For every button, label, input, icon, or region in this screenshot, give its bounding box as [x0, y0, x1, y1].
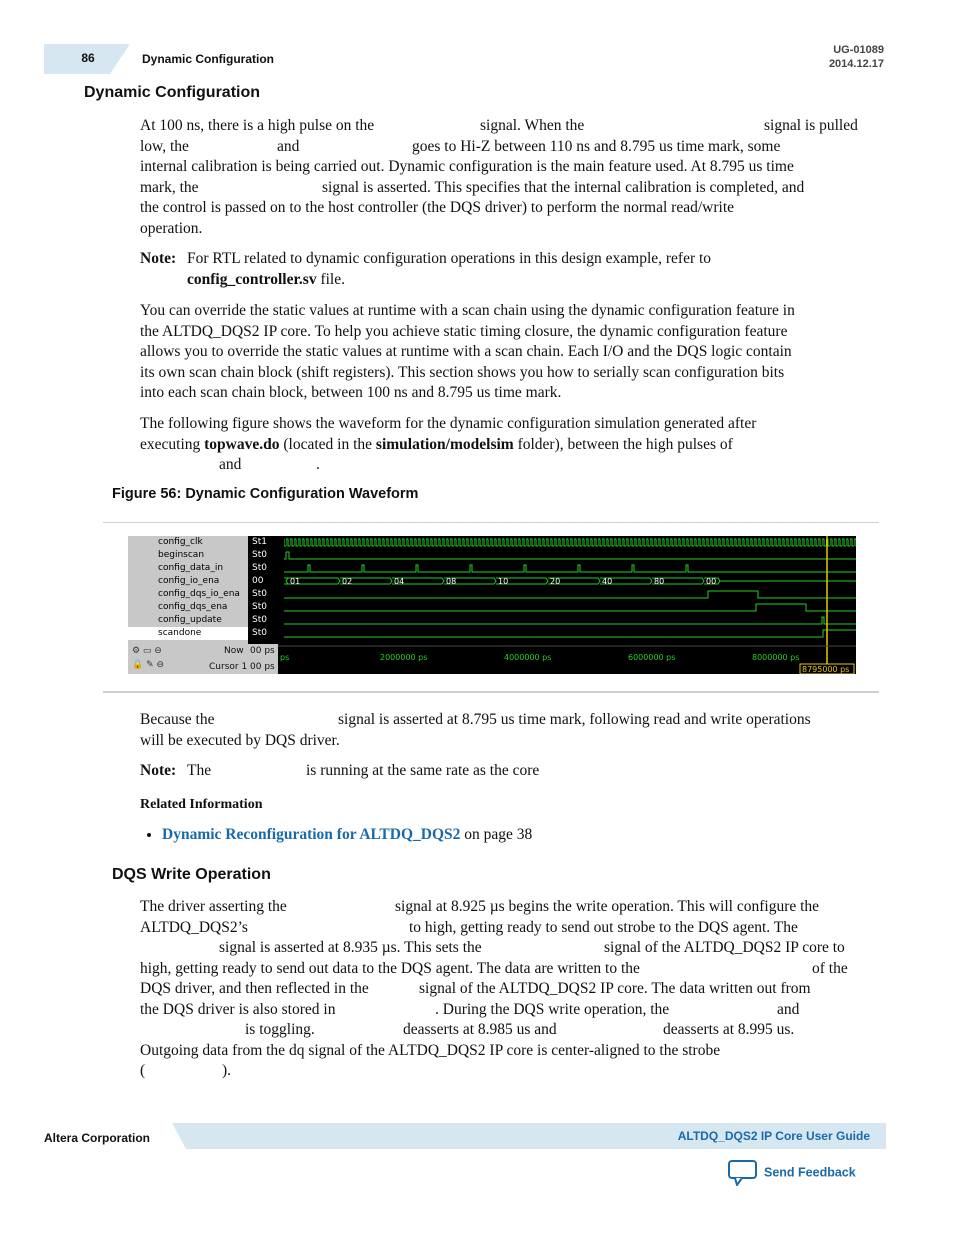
figure-top-rule	[103, 522, 879, 523]
section-heading-dynamic-configuration: Dynamic Configuration	[84, 84, 261, 101]
signal-value: St1	[252, 537, 267, 547]
text-line: will be executed by DQS driver.	[140, 731, 340, 749]
text-fragment: At 100 ns, there is a high pulse on the	[140, 117, 375, 134]
file-topwave: topwave.do	[204, 435, 280, 453]
note-config-controller	[140, 249, 870, 290]
text-line: the control is passed on to the host controller (the DQS driver) to perform the normal read/write	[140, 199, 735, 216]
signal-name: config_data_in	[158, 563, 224, 573]
doc-id: UG-01089	[833, 44, 884, 56]
doc-date: 2014.12.17	[828, 58, 884, 70]
cursor-value: 00 ps	[250, 662, 275, 672]
signal-name: config_clk	[158, 537, 203, 547]
text-fragment: of the	[812, 959, 848, 977]
bus-value: 00	[706, 577, 717, 586]
footer-bar-tip	[172, 1123, 186, 1149]
trace-config-clk	[284, 536, 856, 549]
trace-config-data-in	[284, 565, 856, 572]
time-tick-label: 4000000 ps	[504, 653, 552, 662]
header-section-title: Dynamic Configuration	[142, 52, 275, 66]
waveform-window	[128, 536, 856, 674]
signal-name: config_update	[158, 615, 222, 625]
signal-value-panel	[248, 536, 278, 644]
lock-icon[interactable]: 🔒 ✎ ⊖	[132, 660, 165, 670]
section-heading-dqs-write: DQS Write Operation	[112, 866, 271, 883]
text-fragment: deasserts at 8.995 us.	[663, 1021, 795, 1038]
text-fragment: Because the	[140, 711, 215, 728]
time-tick-label: 8000000 ps	[752, 653, 800, 662]
related-link[interactable]: Dynamic Reconfiguration for ALTDQ_DQS2	[162, 826, 461, 843]
bus-value: 02	[342, 577, 353, 586]
send-feedback-link[interactable]	[728, 1160, 856, 1186]
text-fragment: to high, getting ready to send out strobe to the DQS agent. The	[409, 918, 798, 936]
signal-row[interactable]	[128, 614, 222, 627]
bus-value: 10	[498, 577, 509, 586]
bus-value: 20	[550, 577, 561, 586]
trace-config-update	[284, 617, 856, 624]
trace-scandone	[284, 630, 856, 637]
text-fragment: The	[187, 762, 212, 779]
trace-config-dqs-ena	[284, 604, 856, 611]
text-line: its own scan chain block (shift registers). This section shows you how to serially scan configuration bits	[140, 363, 785, 381]
trace-config-io-ena	[284, 578, 856, 584]
send-feedback-label: Send Feedback	[764, 1165, 856, 1180]
text-fragment: on page 38	[460, 826, 533, 843]
time-tick-label: ps	[280, 653, 290, 662]
trace-config-dqs-io-ena	[284, 591, 856, 598]
text-fragment: The driver asserting the	[140, 898, 287, 915]
text-line: allows you to override the static values at runtime with a scan chain. Each I/O and the DQS logic contain	[140, 343, 792, 361]
text-fragment: goes to Hi-Z between 110 ns and 8.795 us time mark, some	[412, 137, 781, 155]
note-core-rate	[140, 761, 880, 782]
footer-company: Altera Corporation	[44, 1131, 151, 1145]
text-fragment: signal of the ALTDQ_DQS2 IP core to	[604, 939, 845, 956]
bus-value: 08	[446, 577, 457, 586]
text-line: into each scan chain block, between 100 ns and 8.795 us time mark.	[140, 384, 562, 402]
footer-guide-title[interactable]: ALTDQ_DQS2 IP Core User Guide	[677, 1129, 870, 1143]
text-fragment: .	[316, 456, 320, 473]
paragraph-dqs-write	[140, 897, 880, 1082]
signal-row[interactable]	[128, 575, 219, 588]
signal-name: config_io_ena	[158, 576, 220, 586]
bus-value: 01	[290, 577, 301, 586]
signal-value: St0	[252, 602, 267, 612]
text-fragment: deasserts at 8.985 us and	[403, 1021, 557, 1038]
signal-row[interactable]	[128, 562, 223, 575]
text-fragment: (	[140, 1062, 146, 1079]
text-fragment: signal is asserted at 8.795 us time mark, following read and write operations	[338, 711, 811, 728]
text-line: the ALTDQ_DQS2 IP core. To help you achieve static timing closure, the dynamic configuration feature	[140, 322, 788, 340]
text-line: internal calibration is being carried out. Dynamic configuration is the main feature used. At 8.795 us time	[140, 158, 794, 175]
note-label: Note:	[140, 762, 177, 779]
text-fragment: low, the	[140, 137, 189, 155]
text-fragment: signal. When the	[480, 117, 585, 134]
toolbar-icons[interactable]: ⚙ ▭ ⊖	[132, 646, 162, 656]
signal-row[interactable]	[128, 536, 203, 549]
text-fragment: is toggling.	[245, 1021, 315, 1038]
text-line: You can override the static values at runtime with a scan chain using the dynamic configuration feature in	[140, 302, 795, 319]
text-fragment: is running at the same rate as the core	[306, 762, 540, 779]
note-label: Note:	[140, 250, 177, 267]
now-label: Now	[224, 646, 244, 656]
cursor-time-label: 8795000 ps	[802, 665, 850, 674]
related-information-heading: Related Information	[140, 797, 263, 812]
signal-row-selected[interactable]	[128, 627, 248, 640]
text-fragment: the DQS driver is also stored in	[140, 1000, 336, 1018]
text-fragment: signal is asserted at 8.935 µs. This sets the	[219, 939, 482, 956]
note-suffix: file.	[316, 270, 345, 288]
text-fragment: signal at 8.925 µs begins the write operation. This will configure the	[395, 898, 820, 915]
text-line: operation.	[140, 219, 203, 237]
text-fragment: executing	[140, 435, 205, 453]
time-tick-label: 2000000 ps	[380, 653, 428, 662]
text-fragment: high, getting ready to send out data to the DQS agent. The data are written to the	[140, 959, 640, 977]
figure-caption: Figure 56: Dynamic Configuration Waveform	[112, 486, 419, 502]
page-number: 86	[81, 51, 95, 65]
folder-simulation-modelsim: simulation/modelsim	[375, 435, 514, 453]
signal-value: St0	[252, 563, 267, 573]
signal-name: scandone	[158, 628, 202, 638]
waveform-traces	[278, 536, 856, 674]
text-fragment: ALTDQ_DQS2’s	[140, 918, 248, 936]
signal-name: config_dqs_io_ena	[158, 589, 240, 599]
signal-value: 00	[252, 576, 264, 586]
note-text: For RTL related to dynamic configuration operations in this design example, refer to	[187, 250, 712, 267]
text-fragment: (located in the	[279, 435, 376, 453]
time-tick-label: 6000000 ps	[628, 653, 676, 662]
figure-bottom-rule	[103, 691, 879, 693]
bus-value: 80	[654, 577, 665, 586]
signal-row[interactable]	[128, 588, 240, 601]
text-fragment: DQS driver, and then reflected in the	[140, 980, 369, 997]
text-fragment: and	[219, 456, 242, 473]
cursor-label: Cursor 1	[209, 662, 248, 672]
signal-value: St0	[252, 615, 267, 625]
bus-value: 40	[602, 577, 613, 586]
text-fragment: and	[277, 137, 300, 155]
text-line: The following figure shows the waveform for the dynamic configuration simulation generated after	[140, 415, 757, 432]
feedback-bubble-icon	[728, 1160, 758, 1186]
text-fragment: folder), between the high pulses of	[513, 435, 733, 453]
text-fragment: . During the DQS write operation, the	[435, 1000, 670, 1018]
signal-value: St0	[252, 550, 267, 560]
bus-value: 04	[394, 577, 405, 586]
list-item	[162, 826, 532, 844]
text-fragment: and	[777, 1000, 800, 1018]
text-line: Outgoing data from the dq signal of the ALTDQ_DQS2 IP core is center-aligned to the strobe	[140, 1041, 721, 1059]
signal-row[interactable]	[128, 601, 227, 614]
signal-name-panel	[128, 536, 248, 644]
header-doc-info	[829, 43, 884, 71]
text-fragment: signal of the ALTDQ_DQS2 IP core. The data written out from	[419, 980, 811, 997]
paragraph-scandone	[140, 710, 880, 751]
related-information-list	[140, 826, 532, 844]
note-file-name: config_controller.sv	[187, 270, 317, 288]
signal-name: beginscan	[158, 550, 205, 560]
text-fragment: signal is asserted. This specifies that the internal calibration is completed, and	[322, 178, 805, 196]
now-value: 00 ps	[250, 646, 275, 656]
signal-value: St0	[252, 589, 267, 599]
signal-value: St0	[252, 628, 267, 638]
trace-beginscan	[284, 552, 856, 559]
text-fragment: signal is pulled	[764, 117, 858, 134]
paragraph-scan-chain	[140, 301, 880, 404]
signal-name: config_dqs_ena	[158, 602, 228, 612]
waveform-status-panel	[128, 644, 278, 674]
text-fragment: ).	[222, 1062, 232, 1079]
paragraph-intro	[140, 116, 870, 239]
paragraph-figure-intro	[140, 414, 880, 476]
text-fragment: mark, the	[140, 178, 199, 196]
signal-row[interactable]	[128, 549, 204, 562]
